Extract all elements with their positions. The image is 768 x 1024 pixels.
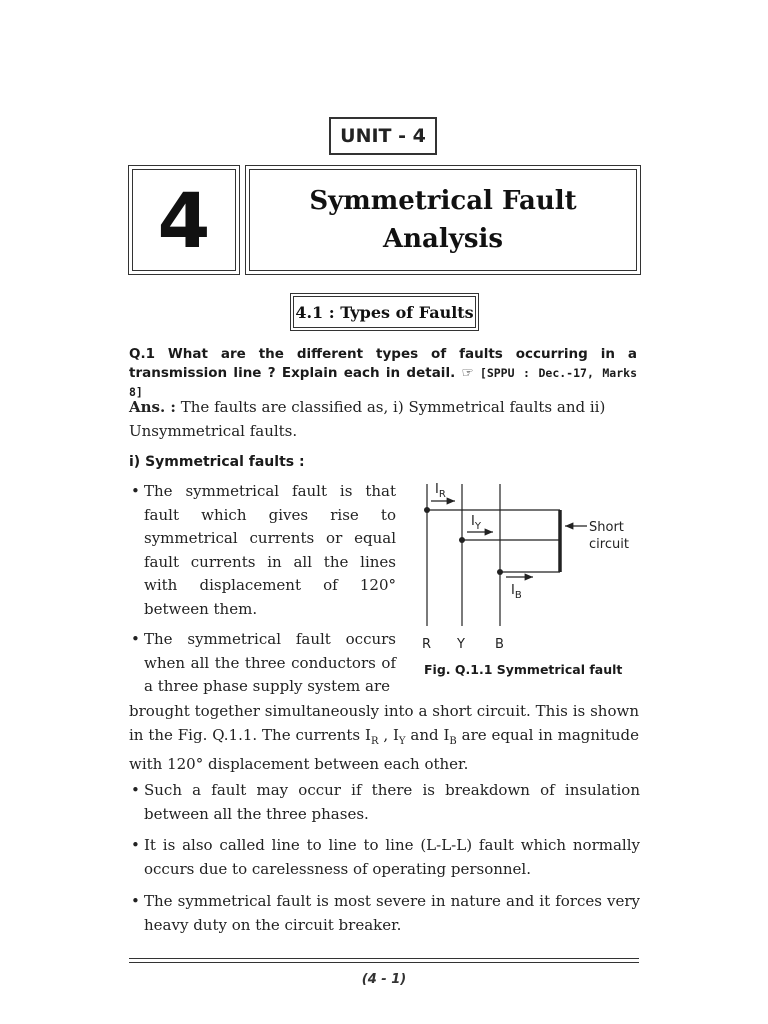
bullet-item xyxy=(131,628,396,699)
footer-rule xyxy=(129,962,639,963)
question-reference: [SPPU : Dec.-17, Marks 8] xyxy=(129,366,637,399)
bullet-dot: • xyxy=(131,836,140,854)
chapter-title-box xyxy=(245,165,641,275)
current-label-y: $I_Y$ xyxy=(471,514,481,532)
answer-label: Ans. : xyxy=(129,398,176,416)
bullet-item xyxy=(131,834,640,881)
bullet-text: It is also called line to line to line (L-L-L) fault which normally occurs due to carelessness of operating personnel. xyxy=(144,836,640,878)
section-title: 4.1 : Types of Faults xyxy=(295,302,474,322)
chapter-title-line1: Symmetrical Fault xyxy=(309,186,577,216)
line-label-r: R xyxy=(422,637,432,652)
bullet-text: The symmetrical fault occurs when all the three conductors of a three phase supply system are xyxy=(144,630,396,695)
bullet-dot: • xyxy=(131,892,140,910)
bullet-text: The symmetrical fault is that fault which gives rise to symmetrical currents or equal fault currents in all the lines with displacement of 120° between them. xyxy=(144,482,396,618)
unit-label-box xyxy=(329,117,437,155)
answer xyxy=(129,396,639,443)
bullet-dot: • xyxy=(131,630,140,648)
junction-dot-b xyxy=(497,569,503,575)
figure-caption: Fig. Q.1.1 Symmetrical fault xyxy=(424,662,623,677)
short-circuit-label-2: circuit xyxy=(589,537,629,552)
current-label-r: $I_R$ xyxy=(435,482,446,500)
line-label-b: B xyxy=(495,637,504,652)
junction-dot-r xyxy=(424,507,430,513)
bullet-continuation: brought together simultaneously into a short circuit. This is shown in the Fig. Q.1.1. The currents $I_R$ , $I_Y$ and $I_B$ are equal in magnitude with 120° displacement between each other. xyxy=(129,702,640,773)
question-text: Q.1 What are the different types of faults occurring in a transmission line ? Explain each in detail. xyxy=(129,346,637,381)
subheading: i) Symmetrical faults : xyxy=(129,454,305,470)
page-number: (4 - 1) xyxy=(361,972,407,987)
chapter-number-box xyxy=(128,165,240,275)
question xyxy=(129,345,637,402)
bullet-dot: • xyxy=(131,482,140,500)
bullet-text: Such a fault may occur if there is breakdown of insulation between all the three phases. xyxy=(144,781,640,823)
bullet-item xyxy=(131,779,640,826)
chapter-number: 4 xyxy=(157,175,211,265)
unit-label: UNIT - 4 xyxy=(340,125,426,147)
bullet-item xyxy=(131,890,640,937)
section-title-box xyxy=(290,293,479,331)
bullet-text: The symmetrical fault is most severe in nature and it forces very heavy duty on the circuit breaker. xyxy=(144,892,640,934)
current-label-b: $I_B$ xyxy=(511,583,522,601)
bullet-item xyxy=(131,480,396,621)
chapter-title-line2: Analysis xyxy=(382,224,504,254)
symmetrical-fault-diagram xyxy=(405,476,640,654)
pointing-hand-icon: ☞ xyxy=(461,365,474,381)
answer-text: The faults are classified as, i) Symmetrical faults and ii) Unsymmetrical faults. xyxy=(129,398,606,440)
footer-rule xyxy=(129,958,639,959)
bullet-dot: • xyxy=(131,781,140,799)
short-circuit-label-1: Short xyxy=(589,520,624,535)
line-label-y: Y xyxy=(457,637,465,652)
junction-dot-y xyxy=(459,537,465,543)
